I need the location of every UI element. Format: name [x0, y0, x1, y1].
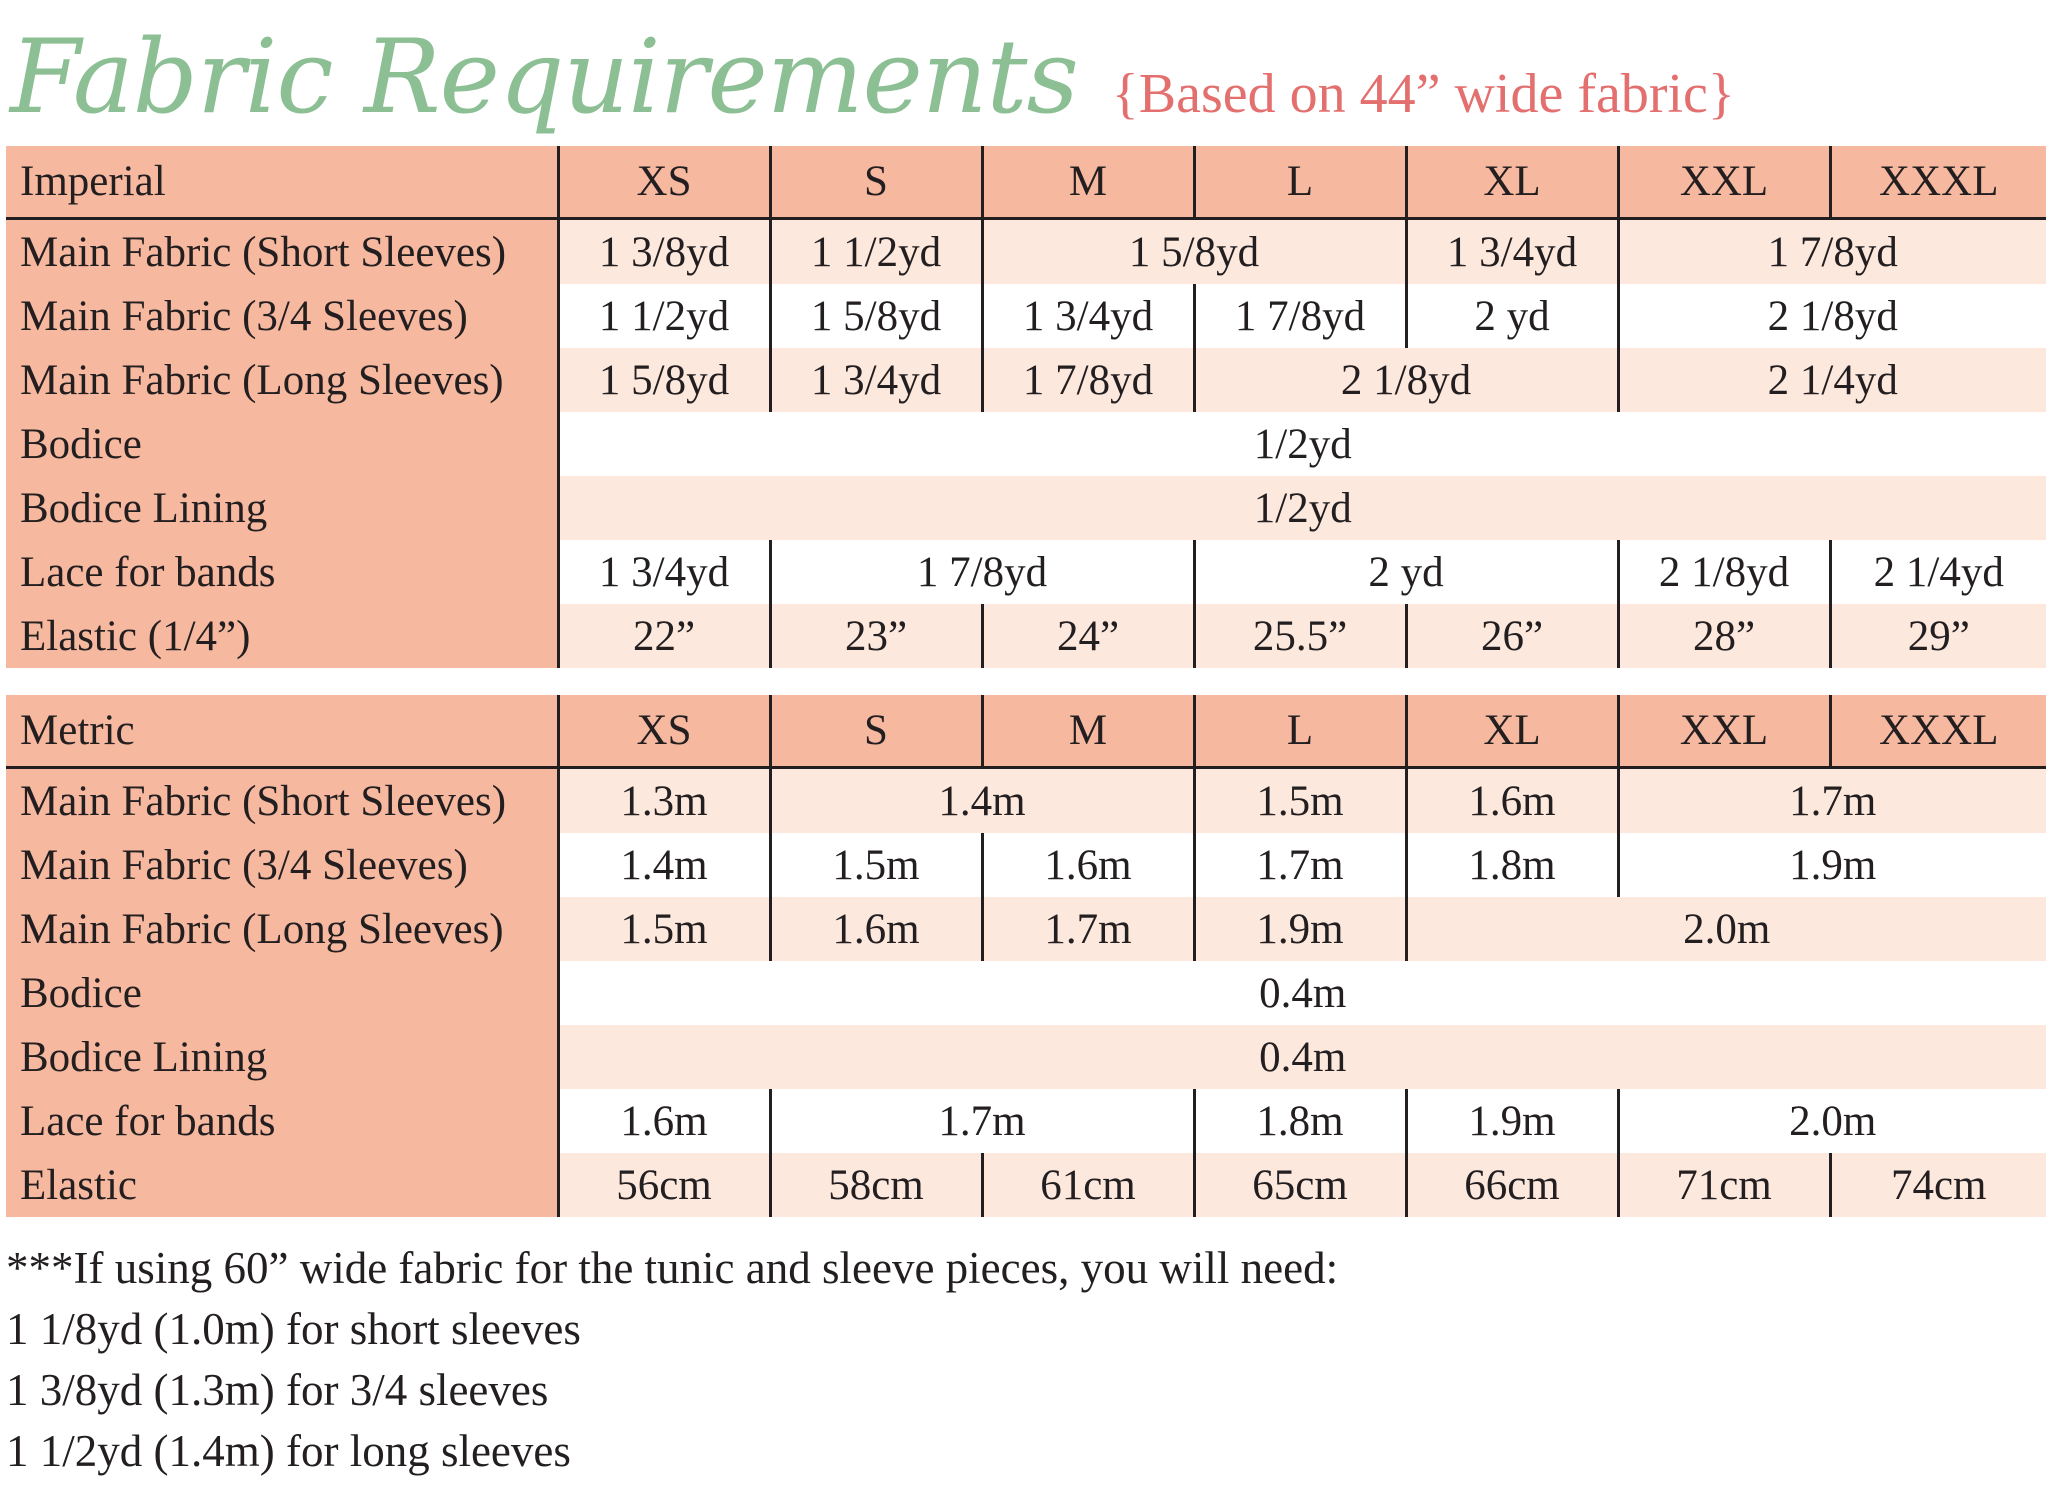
table-row: [6, 284, 2046, 348]
size-header: XL: [1406, 146, 1618, 219]
requirement-cell: 29”: [1830, 604, 2046, 668]
requirement-cell: 2 1/4yd: [1830, 540, 2046, 604]
requirement-cell: 1 5/8yd: [558, 348, 770, 412]
table-row: [6, 1025, 2046, 1089]
row-label: Main Fabric (Short Sleeves): [6, 219, 558, 285]
requirement-cell: 56cm: [558, 1153, 770, 1217]
requirement-cell: 1 5/8yd: [770, 284, 982, 348]
size-header: S: [770, 695, 982, 768]
requirement-cell: 71cm: [1618, 1153, 1830, 1217]
table-row: [6, 768, 2046, 834]
size-header: XS: [558, 695, 770, 768]
requirement-cell: 1.8m: [1406, 833, 1618, 897]
requirement-cell: 1.4m: [770, 768, 1194, 834]
row-label: Bodice Lining: [6, 1025, 558, 1089]
requirement-cell: 1.7m: [982, 897, 1194, 961]
metric-table: [6, 695, 2046, 1217]
size-header: S: [770, 146, 982, 219]
requirement-cell: 74cm: [1830, 1153, 2046, 1217]
row-label: Bodice: [6, 961, 558, 1025]
requirement-cell: 1 7/8yd: [770, 540, 1194, 604]
table-row: [6, 961, 2046, 1025]
requirement-cell: 1.3m: [558, 768, 770, 834]
note-line: 1 1/2yd (1.4m) for long sleeves: [6, 1426, 571, 1476]
row-label: Main Fabric (Long Sleeves): [6, 897, 558, 961]
requirement-cell: 2 yd: [1194, 540, 1618, 604]
title-subtitle: {Based on 44” wide fabric}: [1111, 63, 1735, 125]
row-label: Elastic (1/4”): [6, 604, 558, 668]
requirement-cell: 28”: [1618, 604, 1830, 668]
requirement-cell: 2.0m: [1618, 1089, 2046, 1153]
row-label: Elastic: [6, 1153, 558, 1217]
row-label: Main Fabric (3/4 Sleeves): [6, 284, 558, 348]
requirement-cell: 2 yd: [1406, 284, 1618, 348]
table-row: [6, 412, 2046, 476]
requirement-cell: 0.4m: [558, 961, 2046, 1025]
requirement-cell: 26”: [1406, 604, 1618, 668]
header-row: [6, 146, 2046, 219]
size-header: L: [1194, 695, 1406, 768]
table-row: [6, 348, 2046, 412]
requirement-cell: 0.4m: [558, 1025, 2046, 1089]
requirement-cell: 1.4m: [558, 833, 770, 897]
requirement-cell: 2 1/8yd: [1618, 540, 1830, 604]
header-row: [6, 695, 2046, 768]
size-header: XL: [1406, 695, 1618, 768]
requirement-cell: 1 3/4yd: [770, 348, 982, 412]
size-header: M: [982, 695, 1194, 768]
requirement-cell: 2 1/4yd: [1618, 348, 2046, 412]
row-label: Main Fabric (Long Sleeves): [6, 348, 558, 412]
requirement-cell: 1.6m: [770, 897, 982, 961]
requirement-cell: 1.7m: [1618, 768, 2046, 834]
requirement-cell: 1 7/8yd: [1194, 284, 1406, 348]
requirement-cell: 1 1/2yd: [558, 284, 770, 348]
requirement-cell: 25.5”: [1194, 604, 1406, 668]
requirement-cell: 2 1/8yd: [1618, 284, 2046, 348]
requirement-cell: 1 5/8yd: [982, 219, 1406, 285]
requirement-cell: 1 7/8yd: [982, 348, 1194, 412]
requirement-cell: 1.7m: [1194, 833, 1406, 897]
row-label: Lace for bands: [6, 540, 558, 604]
requirement-cell: 1 3/4yd: [558, 540, 770, 604]
requirement-cell: 1.7m: [770, 1089, 1194, 1153]
requirement-cell: 1.5m: [1194, 768, 1406, 834]
page-title: [10, 18, 1735, 138]
imperial-table: [6, 146, 2046, 668]
requirement-cell: 1.9m: [1194, 897, 1406, 961]
row-label: Main Fabric (Short Sleeves): [6, 768, 558, 834]
table-row: [6, 540, 2046, 604]
requirement-cell: 61cm: [982, 1153, 1194, 1217]
note-line: 1 3/8yd (1.3m) for 3/4 sleeves: [6, 1365, 549, 1415]
requirement-cell: 1 3/8yd: [558, 219, 770, 285]
size-header: L: [1194, 146, 1406, 219]
wide-fabric-note: [6, 1238, 1338, 1482]
title-main: Fabric Requirements: [10, 18, 1078, 137]
size-header: XXL: [1618, 695, 1830, 768]
table-row: [6, 219, 2046, 285]
note-line: ***If using 60” wide fabric for the tunic and sleeve pieces, you will need:: [6, 1243, 1339, 1293]
requirement-cell: 1.8m: [1194, 1089, 1406, 1153]
requirement-cell: 1.5m: [770, 833, 982, 897]
row-label: Main Fabric (3/4 Sleeves): [6, 833, 558, 897]
requirement-cell: 1 1/2yd: [770, 219, 982, 285]
table-row: [6, 604, 2046, 668]
requirement-cell: 22”: [558, 604, 770, 668]
table-row: [6, 476, 2046, 540]
requirement-cell: 1.6m: [558, 1089, 770, 1153]
unit-system-header: Metric: [6, 695, 558, 768]
size-header: XXXL: [1830, 695, 2046, 768]
requirement-cell: 1.9m: [1618, 833, 2046, 897]
requirement-cell: 24”: [982, 604, 1194, 668]
table-row: [6, 897, 2046, 961]
requirement-cell: 1/2yd: [558, 476, 2046, 540]
table-row: [6, 1153, 2046, 1217]
requirement-cell: 66cm: [1406, 1153, 1618, 1217]
requirement-cell: 1/2yd: [558, 412, 2046, 476]
requirement-cell: 1 3/4yd: [982, 284, 1194, 348]
requirement-cell: 1 3/4yd: [1406, 219, 1618, 285]
unit-system-header: Imperial: [6, 146, 558, 219]
requirement-cell: 2.0m: [1406, 897, 2046, 961]
size-header: XXL: [1618, 146, 1830, 219]
requirement-cell: 1.6m: [1406, 768, 1618, 834]
row-label: Bodice: [6, 412, 558, 476]
requirement-cell: 1 7/8yd: [1618, 219, 2046, 285]
requirement-cell: 1.5m: [558, 897, 770, 961]
size-header: XXXL: [1830, 146, 2046, 219]
table-row: [6, 1089, 2046, 1153]
requirement-cell: 1.6m: [982, 833, 1194, 897]
requirement-cell: 1.9m: [1406, 1089, 1618, 1153]
table-row: [6, 833, 2046, 897]
requirement-cell: 65cm: [1194, 1153, 1406, 1217]
row-label: Lace for bands: [6, 1089, 558, 1153]
requirement-cell: 2 1/8yd: [1194, 348, 1618, 412]
requirement-cell: 23”: [770, 604, 982, 668]
note-line: 1 1/8yd (1.0m) for short sleeves: [6, 1304, 581, 1354]
size-header: M: [982, 146, 1194, 219]
size-header: XS: [558, 146, 770, 219]
row-label: Bodice Lining: [6, 476, 558, 540]
requirement-cell: 58cm: [770, 1153, 982, 1217]
